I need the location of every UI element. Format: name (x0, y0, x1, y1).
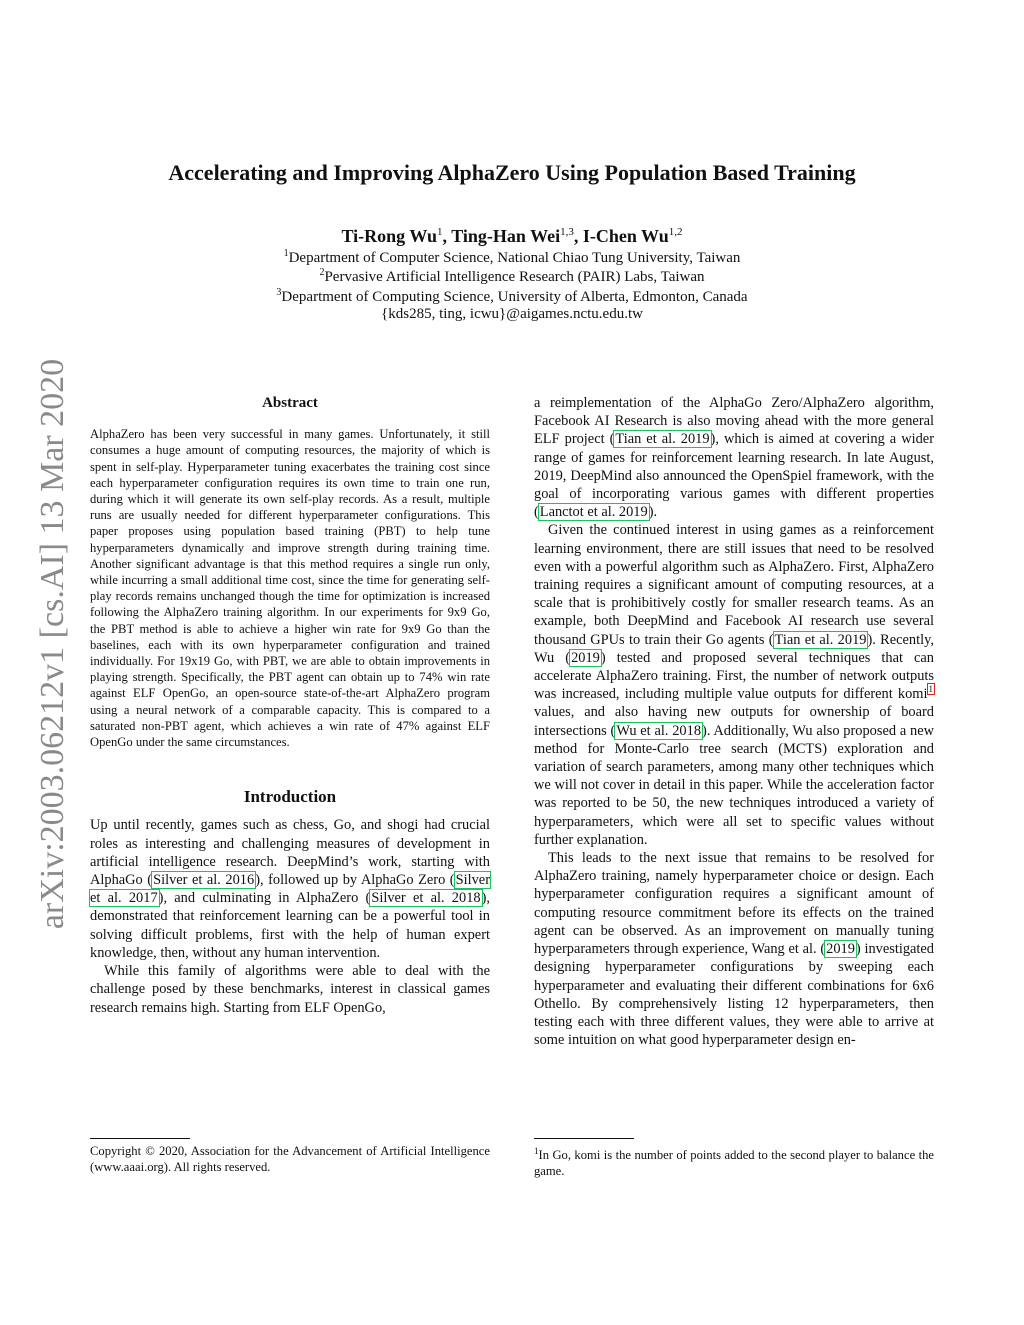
paragraph-text: a reimplementation of the AlphaGo Zero/AlphaZero algorithm, Facebook AI Research is also moving ahead with the more general ELF project ( (534, 395, 934, 448)
citation-link[interactable]: 2019 (826, 941, 855, 958)
author-name: Ti-Rong Wu (341, 226, 438, 246)
paragraph-text: Up until recently, games such as chess, Go, and shogi had crucial roles as interesting and challenging measures of development in artificial intelligence research. DeepMind’s work, starting with AlphaGo ( (90, 817, 490, 889)
citation-link[interactable]: Silver et al. 2017 (90, 872, 490, 907)
affiliation-mark: 2 (319, 267, 325, 278)
author-affiliation-mark: 1,2 (668, 226, 683, 238)
citation-link[interactable]: Silver et al. 2016 (153, 872, 255, 889)
paragraph-text: ), which is aimed at covering a wider range of games for reinforcement learning research. In late August, 2019, DeepMind also announced the OpenSpiel framework, with the goal of incorporating various games with different properties ( (534, 431, 934, 521)
introduction-paragraph (90, 816, 490, 962)
affiliation-mark: 1 (283, 248, 289, 259)
arxiv-identifier-stamp (28, 345, 78, 943)
author-affiliation-mark: 1 (437, 226, 443, 238)
paper-title: Accelerating and Improving AlphaZero Using Population Based Training (168, 160, 856, 185)
author-separator: , (442, 226, 452, 246)
introduction-heading: Introduction (243, 787, 337, 807)
body-paragraph (534, 394, 934, 521)
author-name: I-Chen Wu (582, 226, 669, 246)
footnote-text (534, 1143, 934, 1179)
footnote-body: In Go, komi is the number of points added to the second player to balance the game. (534, 1148, 934, 1179)
paragraph-text: ), and culminating in AlphaZero ( (158, 890, 371, 907)
affiliation-line (0, 287, 1024, 306)
citation-link[interactable]: Silver et al. 2018 (371, 890, 481, 907)
paragraph-text: ) tested and proposed several techniques that can accelerate AlphaZero training. First, the number of network outputs was increased, including multiple value outputs for different komi (534, 649, 934, 703)
copyright-text: Copyright © 2020, Association for the Advancement of Artificial Intelligence (www.aaai.org). All rights reserved. (90, 1144, 490, 1174)
body-paragraph (534, 849, 934, 1049)
affiliation-text: Pervasive Artificial Intelligence Research (PAIR) Labs, Taiwan (324, 269, 705, 285)
affiliation-line (0, 267, 1024, 286)
right-column (534, 394, 934, 1049)
introduction-paragraph: While this family of algorithms were able to deal with the challenge posed by these benchmarks, interest in classical games research remains high. Starting from ELF OpenGo, (90, 963, 490, 1016)
abstract-body: AlphaZero has been very successful in many games. Unfortunately, it still consumes a huge amount of computing resources, the majority of which is spent in self-play. Hyperparameter tuning exacerbates the training cost since each hyperparameter configuration requires its own time to train one run, during which it will generate its own self-play records. As a result, multiple runs are usually needed for different hyperparameter configurations. This paper proposes using population based training (PBT) to help tune hyperparameters dynamically and improve strength during training time. Another significant advantage is that this method requires a single run only, while incurring a small additional time cost, since the time for generating self-play records remains unchanged though the time for optimization is increased following the AlphaZero training algorithm. In our experiments for 9x9 Go, the PBT method is able to achieve a higher win rate for 9x9 Go than the baselines, each with its own hyperparameter configuration and trained individually. For 19x19 Go, with PBT, we are able to obtain improvements in playing strength. Specifically, the PBT agent can obtain up to 74% win rate against ELF OpenGo, an open-source state-of-the-art AlphaZero program using a neural network of a comparable capacity. This is compared to a saturated non-PBT agent, which achieves a win rate of 47% against ELF OpenGo under the same circumstances. (90, 427, 490, 750)
paragraph-text: ), demonstrated that reinforcement learning can be a powerful tool in solving difficult problems, first with the help of human expert knowledge, then, without any human intervention. (90, 890, 490, 961)
author-separator: , (573, 226, 583, 246)
affiliation-line (0, 248, 1024, 267)
paragraph-text: ). Additionally, Wu also proposed a new method for Monte-Carlo tree search (MCTS) exploration and variation of search parameters, among many other techniques which we will not cover in detail in this paper. While the acceleration factor was reported to be 50, the new techniques introduced a variety of hyperparameters, which were all set to specific values without further explanation. (534, 722, 934, 848)
footnote-rule (90, 1138, 190, 1139)
citation-link[interactable]: Wu et al. 2018 (616, 722, 702, 739)
footnote-mark: 1 (534, 1146, 539, 1156)
footnote-rule (534, 1138, 634, 1139)
footnote (534, 1138, 934, 1179)
author-affiliation-mark: 1,3 (560, 226, 574, 238)
paragraph-text: ) investigated designing hyperparameter configurations by sweeping each hyperparameter and evaluating their different combinations for 6x6 Othello. By comprehensively listing 12 hyperparameters, then testing each with three different values, they were able to arrive at some intuition on what good hyperparameter design en- (534, 941, 934, 1049)
affiliation-text: Department of Computing Science, University of Alberta, Edmonton, Canada (281, 289, 748, 305)
citation-link[interactable]: 2019 (571, 649, 600, 666)
arxiv-identifier-text: arXiv:2003.06212v1 [cs.AI] 13 Mar 2020 (34, 358, 72, 930)
body-paragraph (534, 521, 934, 849)
left-column (90, 394, 490, 1017)
paragraph-text: Given the continued interest in using games as a reinforcement learning environment, there are still issues that need to be resolved even with a powerful algorithm such as AlphaZero. First, AlphaZero training requires a significant amount of computing resources, at a scale that is prohibitively costly for smaller research teams. As an example, both DeepMind and Facebook AI research use several thousand GPUs to train their Go agents ( (534, 522, 934, 648)
citation-link[interactable]: Tian et al. 2019 (615, 431, 710, 448)
paragraph-text: This leads to the next issue that remains to be resolved for AlphaZero training, namely hyperparameter choice or design. Each hyperparameter configuration requires a significant amount of computing resource commitment before its effects on the trained agent can be observed. As an improvement on manually tuning hyperparameters through experience, Wang et al. ( (534, 850, 934, 958)
citation-link[interactable]: Lanctot et al. 2019 (539, 504, 648, 521)
paragraph-text: ). Recently, Wu ( (534, 631, 934, 666)
author-emails: {kds285, ting, icwu}@aigames.nctu.edu.tw (381, 306, 643, 322)
paragraph-text: ). (648, 504, 658, 521)
author-list (0, 226, 1024, 247)
affiliation-text: Department of Computer Science, National Chiao Tung University, Taiwan (288, 250, 741, 266)
citation-link[interactable]: Tian et al. 2019 (774, 631, 867, 648)
abstract-heading: Abstract (262, 395, 318, 411)
paragraph-text: ), followed up by AlphaGo Zero ( (255, 872, 455, 889)
copyright-notice (90, 1138, 490, 1175)
affiliation-mark: 3 (276, 287, 282, 298)
paragraph-text: values, and also having new outputs for ownership of board intersections ( (534, 704, 934, 739)
author-name: Ting-Han Wei (451, 226, 561, 246)
footnote-reference-link[interactable]: 1 (928, 684, 933, 695)
